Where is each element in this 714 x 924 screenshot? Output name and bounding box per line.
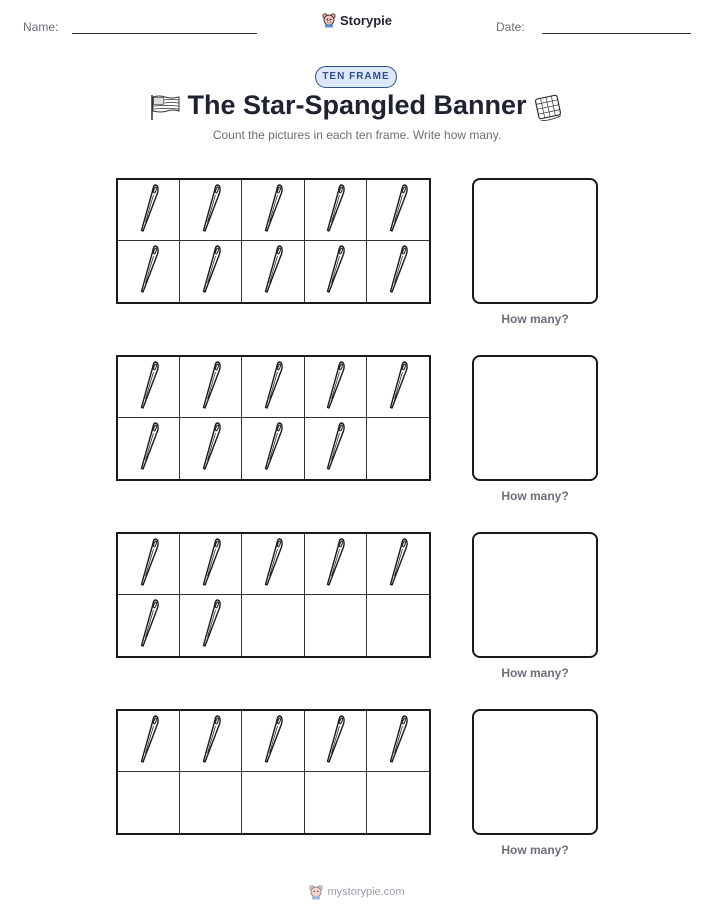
sewing-needle-icon [200, 713, 222, 770]
answer-box[interactable] [472, 532, 598, 658]
ten-frame-cell [118, 595, 180, 656]
sewing-needle-icon [324, 713, 346, 770]
ten-frame-cell [242, 357, 304, 418]
how-many-label: How many? [501, 312, 569, 326]
sewing-needle-icon [138, 713, 160, 770]
sewing-needle-icon [138, 597, 160, 654]
answer-box[interactable] [472, 709, 598, 835]
sewing-needle-icon [200, 420, 222, 477]
ten-frame-cell [242, 418, 304, 479]
name-line[interactable] [72, 33, 257, 34]
ten-frame-cell [180, 357, 242, 418]
ten-frame-cell [305, 595, 367, 656]
ten-frame-cell [305, 357, 367, 418]
ten-frame-cell [242, 534, 304, 595]
ten-frame-cell [242, 595, 304, 656]
ten-frame-cell [367, 241, 429, 302]
ten-frame-cell [367, 711, 429, 772]
date-label: Date: [496, 20, 525, 34]
ten-frame-cell [305, 534, 367, 595]
ten-frame-cell [180, 418, 242, 479]
ten-frame-cell [305, 180, 367, 241]
sewing-needle-icon [138, 536, 160, 593]
sewing-needle-icon [324, 420, 346, 477]
ten-frame-cell [367, 772, 429, 833]
ten-frame-cell [367, 534, 429, 595]
ten-frame-cell [305, 772, 367, 833]
instructions: Count the pictures in each ten frame. Write how many. [212, 128, 502, 142]
ten-frame-cell [118, 418, 180, 479]
sewing-needle-icon [200, 536, 222, 593]
ten-frame-cell [242, 711, 304, 772]
ten-frame-cell [118, 711, 180, 772]
sewing-needle-icon [324, 359, 346, 416]
ten-frame-cell [305, 241, 367, 302]
brand-name: Storypie [339, 12, 392, 28]
sewing-needle-icon [200, 359, 222, 416]
name-label: Name: [23, 20, 59, 34]
ten-frame-cell [242, 772, 304, 833]
sewing-needle-icon [387, 713, 409, 770]
quilt-icon [532, 93, 564, 121]
ten-frame-cell [180, 772, 242, 833]
ten-frame-cell [367, 180, 429, 241]
how-many-label: How many? [501, 666, 569, 680]
sewing-needle-icon [138, 420, 160, 477]
answer-box[interactable] [472, 178, 598, 304]
ten-frame-cell [118, 772, 180, 833]
ten-frame-cell [367, 418, 429, 479]
sewing-needle-icon [138, 182, 160, 239]
ten-frame-cell [242, 180, 304, 241]
sewing-needle-icon [200, 597, 222, 654]
ten-frame-cell [118, 357, 180, 418]
ten-frame-cell [180, 534, 242, 595]
ten-frame-cell [180, 241, 242, 302]
ten-frame [116, 532, 431, 658]
sewing-needle-icon [324, 182, 346, 239]
answer-box[interactable] [472, 355, 598, 481]
ten-frame-cell [367, 595, 429, 656]
sewing-needle-icon [200, 243, 222, 300]
brand [0, 12, 714, 33]
sewing-needle-icon [200, 182, 222, 239]
sewing-needle-icon [387, 182, 409, 239]
footer-url: mystorypie.com [327, 886, 405, 898]
sewing-needle-icon [387, 243, 409, 300]
sewing-needle-icon [262, 713, 284, 770]
ten-frame-cell [118, 534, 180, 595]
ten-frame [116, 355, 431, 481]
ten-frame-cell [180, 595, 242, 656]
ten-frame-cell [180, 711, 242, 772]
sewing-needle-icon [387, 359, 409, 416]
ten-frame-cell [242, 241, 304, 302]
sewing-needle-icon [262, 359, 284, 416]
sewing-needle-icon [262, 243, 284, 300]
sewing-needle-icon [262, 420, 284, 477]
sewing-needle-icon [387, 536, 409, 593]
sewing-needle-icon [324, 536, 346, 593]
ten-frame-cell [305, 418, 367, 479]
activity-badge: TEN FRAME [315, 66, 397, 88]
ten-frame-cell [118, 180, 180, 241]
bear-logo-icon [322, 12, 336, 28]
sewing-needle-icon [262, 182, 284, 239]
footer [0, 884, 714, 903]
sewing-needle-icon [138, 359, 160, 416]
sewing-needle-icon [138, 243, 160, 300]
ten-frame-cell [118, 241, 180, 302]
page-title: The Star-Spangled Banner [187, 90, 527, 120]
bear-logo-icon [309, 884, 323, 900]
ten-frame-cell [180, 180, 242, 241]
how-many-label: How many? [501, 843, 569, 857]
ten-frame [116, 709, 431, 835]
how-many-label: How many? [501, 489, 569, 503]
ten-frame [116, 178, 431, 304]
sewing-needle-icon [324, 243, 346, 300]
ten-frame-cell [305, 711, 367, 772]
date-line[interactable] [542, 33, 691, 34]
sewing-needle-icon [262, 536, 284, 593]
ten-frame-cell [367, 357, 429, 418]
